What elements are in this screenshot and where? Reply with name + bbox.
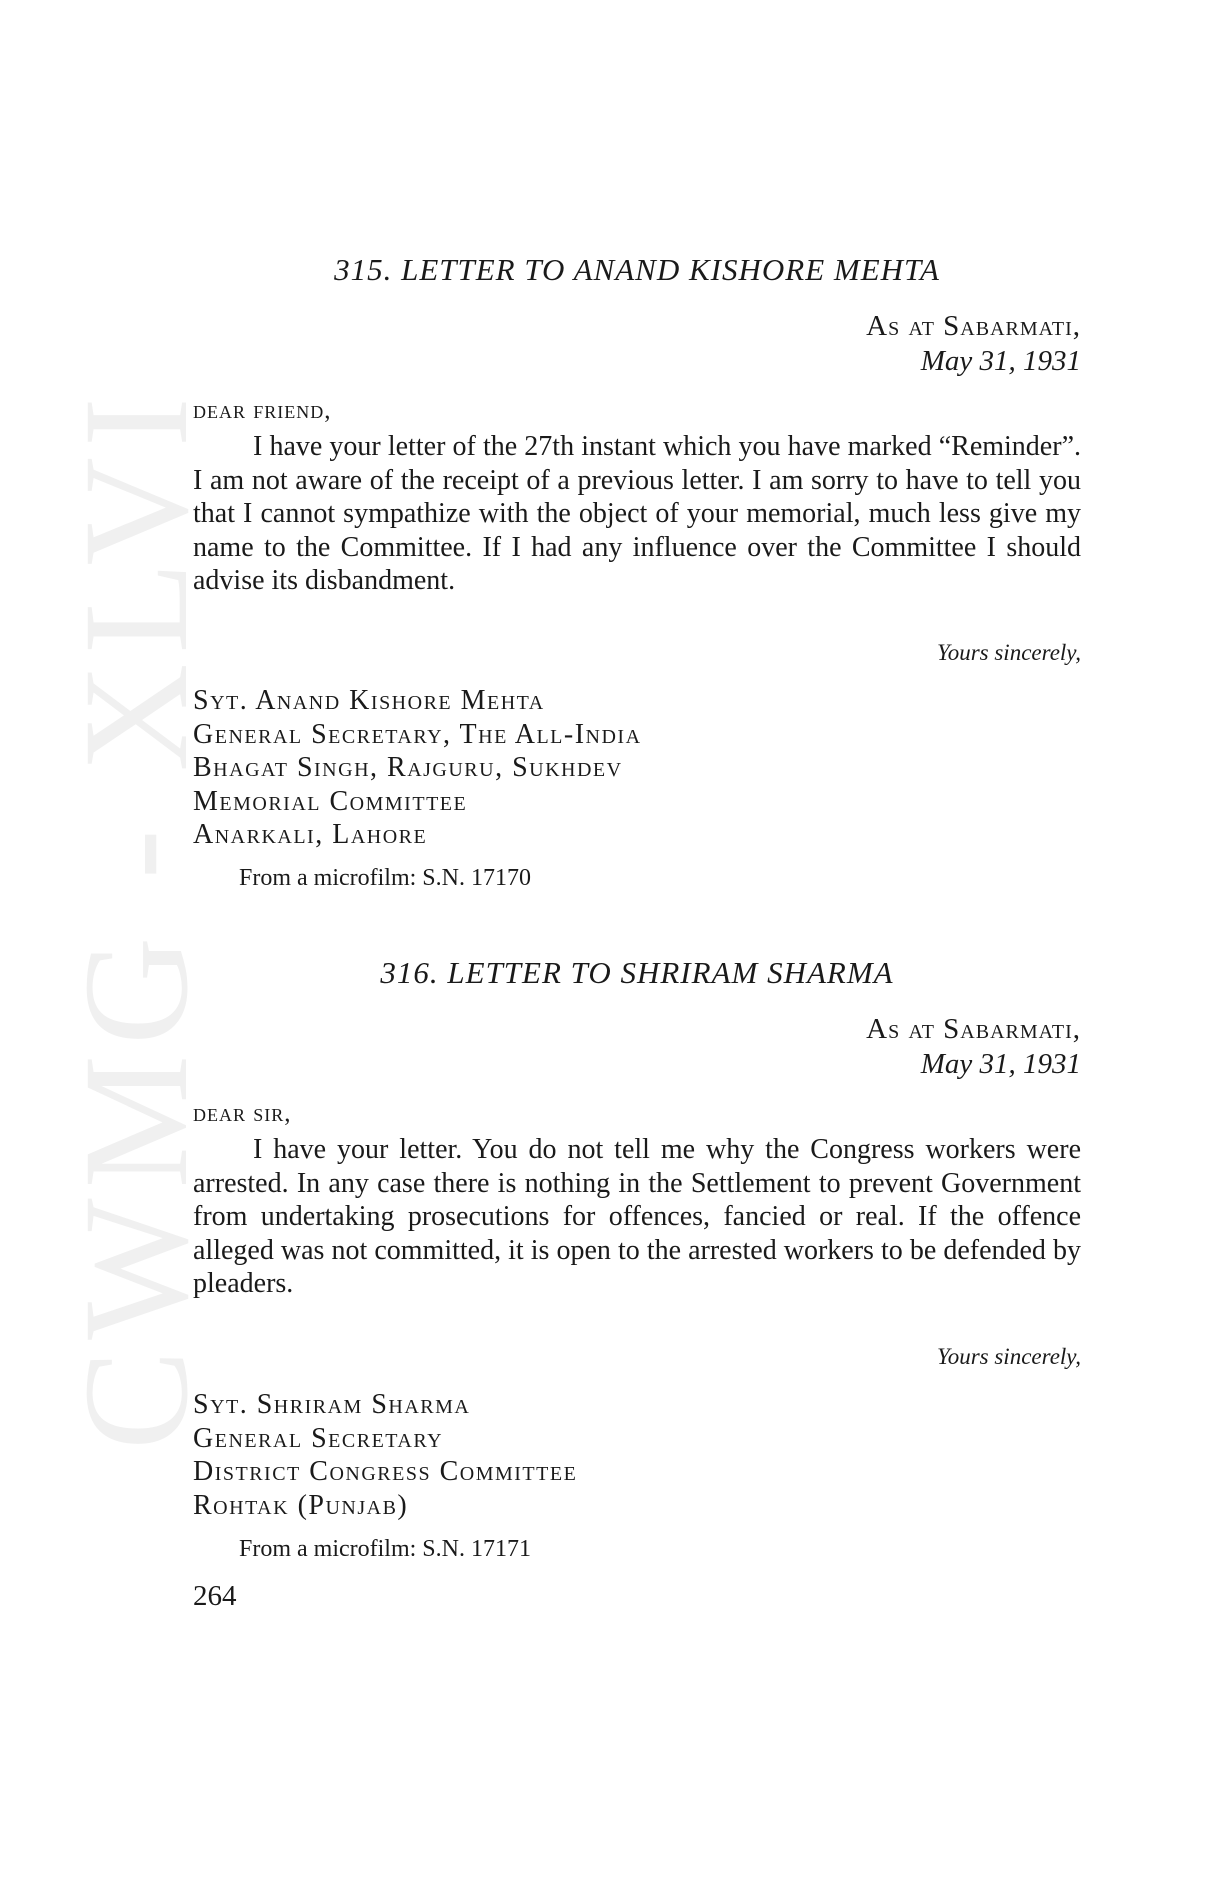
address-line: Bhagat Singh, Rajguru, Sukhdev [193,752,623,784]
watermark: CWMG - XLVI [53,387,219,1450]
salutation: dear friend, [193,397,332,424]
salutation: dear sir, [193,1100,292,1127]
letter-date: May 31, 1931 [920,1048,1081,1080]
letter-place: As at Sabarmati, [866,1013,1081,1045]
address-line: General Secretary [193,1422,444,1454]
address-line: Anarkali, Lahore [193,819,428,851]
letter-title [193,252,1081,288]
closing: Yours sincerely, [937,640,1081,665]
letter-number: 315. [334,252,393,287]
letter-title [193,955,1081,991]
letter-place: As at Sabarmati, [866,310,1081,342]
letter-body: I have your letter of the 27th instant which you have marked “Reminder”. I am not aware of the receipt of a previous letter. I am sorry to have to tell you that I cannot sympathize with the object of your memorial, much less give my name to the Committee. If I had any influence over the Committee I should advise its disbandment. [193,431,1081,597]
letter-number: 316. [380,955,439,990]
source-note: From a microfilm: S.N. 17170 [239,865,531,891]
address-line: Syt. Shriram Sharma [193,1389,471,1420]
address-line: Memorial Committee [193,785,468,817]
recipient-address [193,684,642,852]
address-line: Rohtak (Punjab) [193,1489,409,1521]
letter-body: I have your letter. You do not tell me why the Congress workers were arrested. In any case there is nothing in the Settlement to prevent Government from undertaking prosecutions for offences, fancied or real. If the offence alleged was not committed, it is open to the arrested workers to be defended by pleaders. [193,1134,1081,1300]
letter-heading: LETTER TO SHRIRAM SHARMA [447,955,894,990]
address-line: Syt. Anand Kishore Mehta [193,685,545,716]
address-line: General Secretary, The All-India [193,718,642,750]
recipient-address [193,1388,577,1522]
source-note: From a microfilm: S.N. 17171 [239,1536,531,1562]
page-number: 264 [193,1580,237,1612]
letter-date: May 31, 1931 [920,345,1081,377]
address-line: District Congress Committee [193,1456,578,1488]
letter-heading: LETTER TO ANAND KISHORE MEHTA [401,252,940,287]
closing: Yours sincerely, [937,1344,1081,1369]
